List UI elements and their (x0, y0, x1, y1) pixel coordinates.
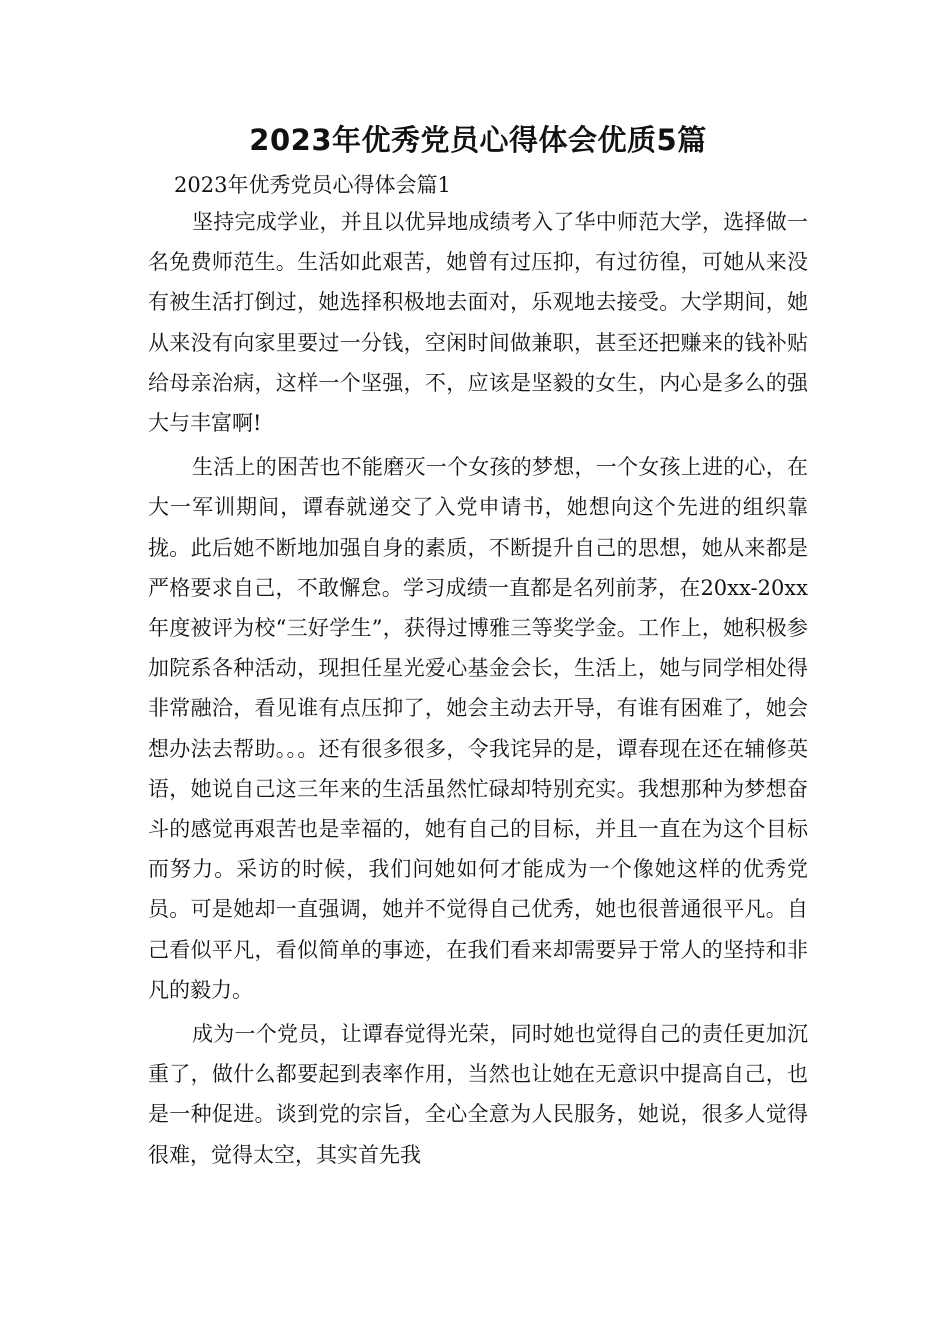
paragraph-3: 成为一个党员，让谭春觉得光荣，同时她也觉得自己的责任更加沉重了，做什么都要起到表率作用，当然也让她在无意识中提高自己，也是一种促进。谈到党的宗旨，全心全意为人民服务，她说，很多人觉得很难，觉得太空，其实首先我 (148, 1022, 808, 1167)
paragraph-1: 坚持完成学业，并且以优异地成绩考入了华中师范大学，选择做一名免费师范生。生活如此艰苦，她曾有过压抑，有过彷徨，可她从来没有被生活打倒过，她选择积极地去面对，乐观地去接受。大学期间，她从来没有向家里要过一分钱，空闲时间做兼职，甚至还把赚来的钱补贴给母亲治病，这样一个坚强，不，应该是坚毅的女生，内心是多么的强大与丰富啊! (148, 210, 808, 436)
document-page (148, 118, 808, 1175)
paragraph-2: 生活上的困苦也不能磨灭一个女孩的梦想，一个女孩上进的心，在大一军训期间，谭春就递交了入党申请书，她想向这个先进的组织靠拢。此后她不断地加强自身的素质，不断提升自己的思想，她从来都是严格要求自己，不敢懈怠。学习成绩一直都是名列前茅，在20xx-20xx年度被评为校“三好学生”，获得过博雅三等奖学金。工作上，她积极参加院系各种活动，现担任星光爱心基金会长，生活上，她与同学相处得非常融洽，看见谁有点压抑了，她会主动去开导，有谁有困难了，她会想办法去帮助。。。还有很多很多，令我诧异的是，谭春现在还在辅修英语，她说自己这三年来的生活虽然忙碌却特别充实。我想那种为梦想奋斗的感觉再艰苦也是幸福的，她有自己的目标，并且一直在为这个目标而努力。采访的时候，我们问她如何才能成为一个像她这样的优秀党员。可是她却一直强调，她并不觉得自己优秀，她也很普通很平凡。自己看似平凡，看似简单的事迹，在我们看来却需要异于常人的坚持和非凡的毅力。 (148, 455, 808, 1002)
section-heading: 2023年优秀党员心得体会篇1 (174, 173, 451, 197)
document-title: 2023年优秀党员心得体会优质5篇 (249, 123, 707, 157)
